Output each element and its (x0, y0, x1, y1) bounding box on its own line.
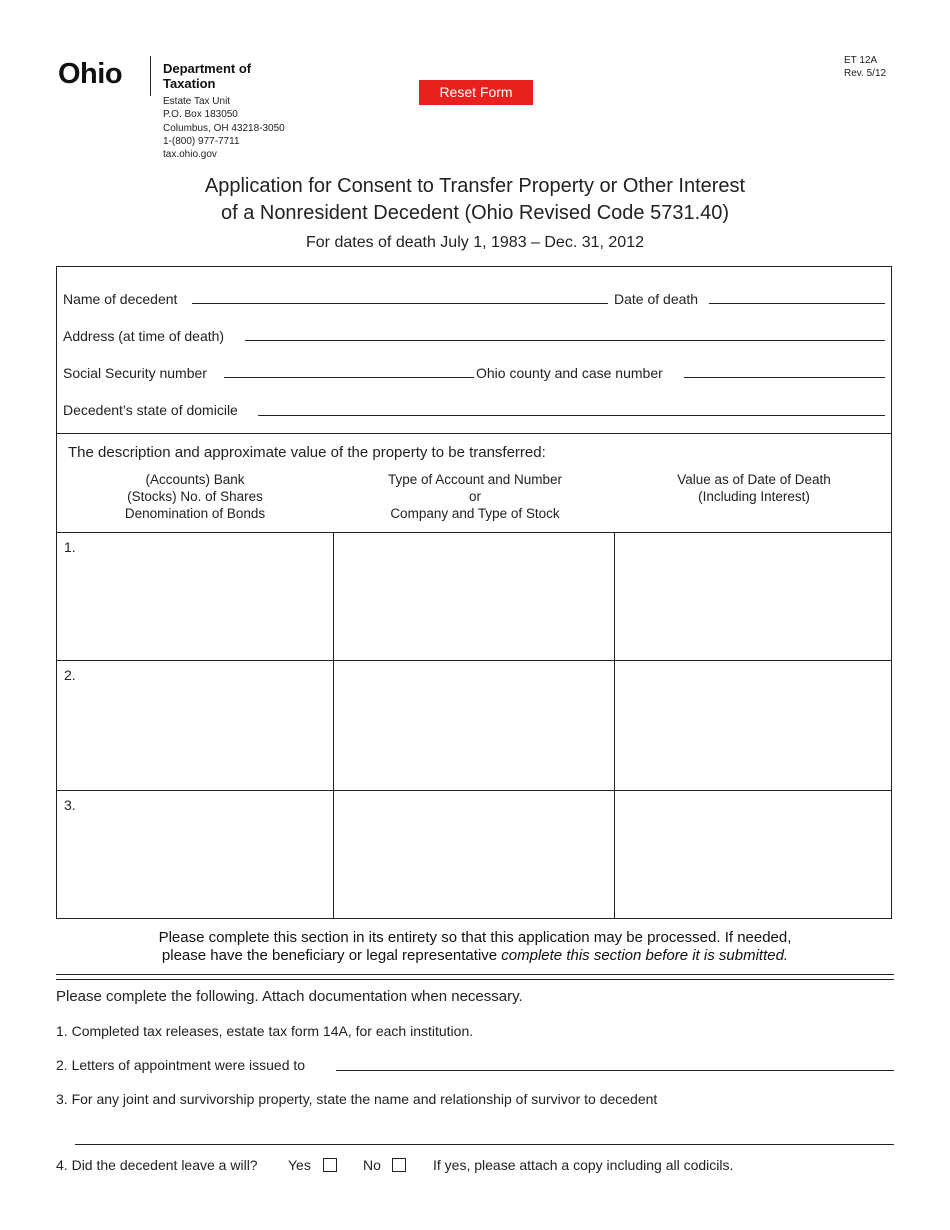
address-line: P.O. Box 183050 (163, 109, 238, 121)
domicile-field[interactable] (258, 415, 885, 416)
checklist-item-2 (56, 1057, 305, 1073)
item-text: Did the decedent leave a will? (71, 1157, 258, 1173)
section-rule (56, 974, 894, 975)
row-number-1: 1. (64, 539, 76, 555)
table-divider (56, 532, 892, 533)
appointment-field[interactable] (336, 1070, 894, 1071)
item-text: Completed tax releases, estate tax form 14A, for each institution. (71, 1023, 474, 1039)
row-number-2: 2. (64, 667, 76, 683)
will-yes-checkbox[interactable] (323, 1158, 337, 1172)
column-divider (333, 532, 334, 918)
notice-line2 (0, 947, 950, 965)
item-text: For any joint and survivorship property, state the name and relationship of survivor to decedent (71, 1091, 658, 1107)
col2-line: Type of Account and Number (387, 472, 563, 487)
checklist-item-1 (56, 1023, 473, 1039)
domicile-label: Decedent’s state of domicile (63, 402, 238, 418)
column-header-bank (85, 471, 305, 522)
checklist-item-4 (56, 1157, 258, 1173)
county-case-field[interactable] (684, 377, 885, 378)
address-line: Columbus, OH 43218-3050 (163, 122, 285, 134)
table-divider (56, 790, 892, 791)
item-text: Letters of appointment were issued to (71, 1057, 306, 1073)
address-website: tax.ohio.gov (163, 149, 217, 161)
department-name (163, 61, 251, 91)
ssn-field[interactable] (224, 377, 474, 378)
ohio-logo: Ohio (58, 58, 123, 90)
department-address (163, 95, 285, 161)
col2-line: Company and Type of Stock (390, 506, 560, 521)
col1-line: (Stocks) No. of Shares (127, 489, 263, 504)
death-date-label: Date of death (614, 291, 699, 307)
logo-divider (150, 56, 151, 96)
item-number: 4. (56, 1157, 68, 1173)
col3-line: Value as of Date of Death (677, 472, 831, 487)
department-line1: Department of (163, 61, 252, 76)
will-no-checkbox[interactable] (392, 1158, 406, 1172)
survivor-field[interactable] (75, 1144, 894, 1145)
notice-line1: Please complete this section in its entirety so that this application may be processed. If needed, (158, 929, 792, 946)
address-field[interactable] (245, 340, 885, 341)
address-line: Estate Tax Unit (163, 96, 231, 107)
notice-emphasis: complete this section before it is submitted. (501, 947, 789, 964)
item-number: 1. (56, 1023, 68, 1039)
column-divider (614, 532, 615, 918)
address-phone: 1-(800) 977-7711 (163, 135, 240, 147)
col3-line: (Including Interest) (698, 489, 810, 504)
form-id (844, 54, 886, 80)
form-title-line1: Application for Consent to Transfer Property or Other Interest (204, 175, 746, 197)
form-revision: Rev. 5/12 (844, 68, 887, 79)
checklist-intro: Please complete the following. Attach documentation when necessary. (56, 988, 523, 1005)
no-label: No (363, 1157, 381, 1173)
reset-form-button[interactable]: Reset Form (419, 80, 533, 105)
form-subtitle: For dates of death July 1, 1983 – Dec. 31, 2012 (306, 234, 644, 251)
ssn-label: Social Security number (63, 365, 207, 381)
item-number: 3. (56, 1091, 68, 1107)
decedent-name-field[interactable] (192, 303, 608, 304)
department-line2: Taxation (163, 76, 216, 91)
table-divider (56, 660, 892, 661)
section-rule (56, 979, 894, 980)
county-case-label: Ohio county and case number (476, 365, 663, 381)
checklist-item-3 (56, 1091, 657, 1107)
column-header-account-type (345, 471, 605, 522)
decedent-name-label: Name of decedent (63, 291, 178, 307)
yes-label: Yes (288, 1157, 311, 1173)
form-title-line2: of a Nonresident Decedent (Ohio Revised Code 5731.40) (220, 202, 730, 224)
death-date-field[interactable] (709, 303, 885, 304)
property-heading: The description and approximate value of the property to be transferred: (68, 444, 546, 461)
address-label: Address (at time of death) (63, 328, 225, 344)
row-number-3: 3. (64, 797, 76, 813)
col1-line: (Accounts) Bank (145, 472, 245, 487)
column-header-value (624, 471, 884, 505)
notice-text: please have the beneficiary or legal representative (161, 947, 502, 964)
item-number: 2. (56, 1057, 68, 1073)
will-note: If yes, please attach a copy including all codicils. (433, 1157, 734, 1173)
form-number: ET 12A (844, 55, 878, 66)
col2-line: or (468, 489, 481, 504)
col1-line: Denomination of Bonds (124, 506, 266, 521)
